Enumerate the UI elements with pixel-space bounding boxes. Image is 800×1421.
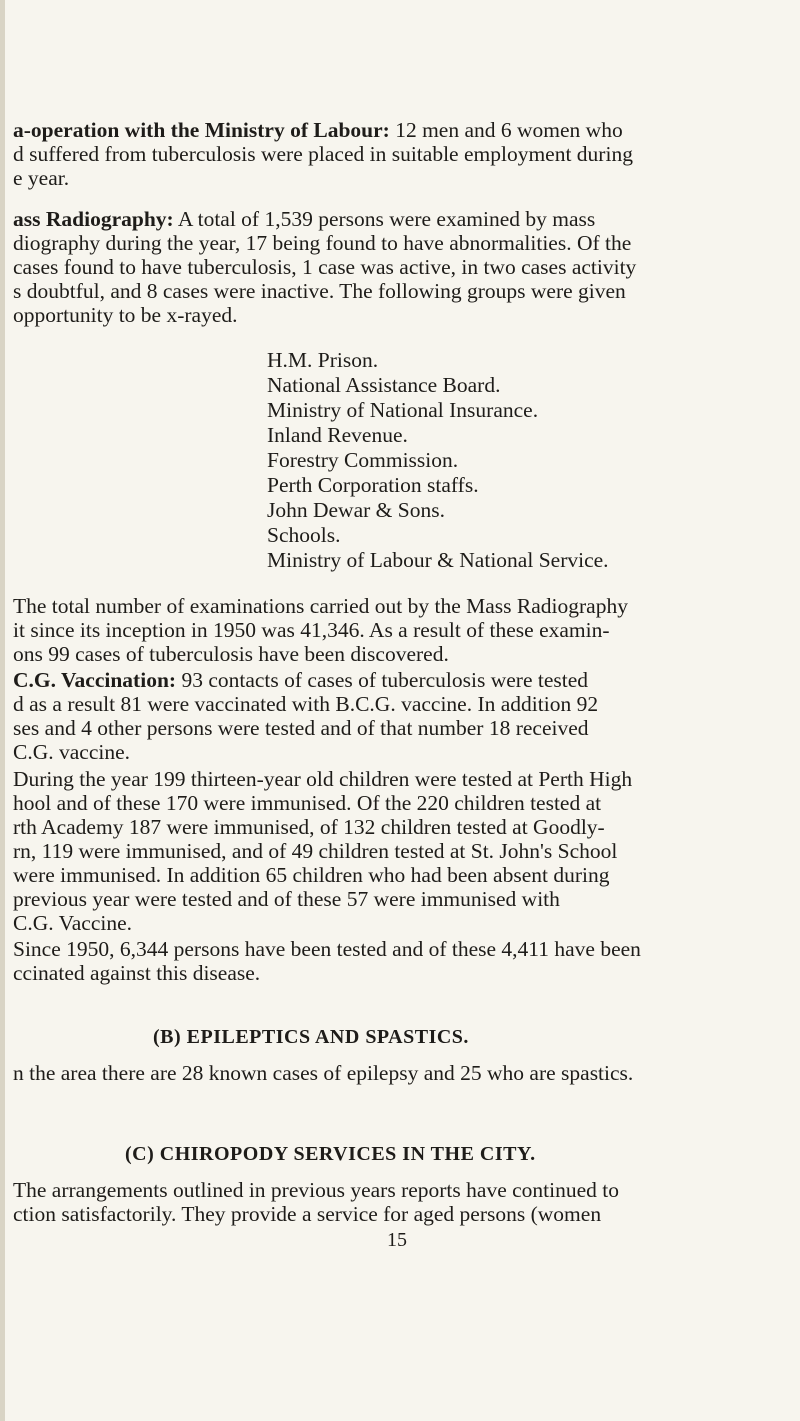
group-item: Ministry of Labour & National Service. — [267, 548, 609, 572]
bcg-line-3: ses and 4 other persons were tested and of that number 18 received — [13, 716, 589, 740]
group-item: Forestry Commission. — [267, 448, 459, 472]
total-line-2: it since its inception in 1950 was 41,346. As a result of these examin- — [13, 618, 610, 642]
section-heading-epileptics: (B) EPILEPTICS AND SPASTICS. — [153, 1026, 469, 1048]
during-line-3: rth Academy 187 were immunised, of 132 children tested at Goodly- — [13, 815, 605, 839]
chiropody-line-1: The arrangements outlined in previous years reports have continued to — [13, 1178, 619, 1202]
epilepsy-line-1: n the area there are 28 known cases of epilepsy and 25 who are spastics. — [13, 1061, 634, 1085]
since-line-1: Since 1950, 6,344 persons have been tested and of these 4,411 have been — [13, 937, 641, 961]
group-item: National Assistance Board. — [267, 373, 501, 397]
section-heading-chiropody: (C) CHIROPODY SERVICES IN THE CITY. — [125, 1143, 536, 1165]
during-line-1: During the year 199 thirteen-year old children were tested at Perth High — [13, 767, 633, 791]
radiography-line-5: opportunity to be x-rayed. — [13, 303, 238, 327]
group-item: John Dewar & Sons. — [267, 498, 445, 522]
radiography-line-2: diography during the year, 17 being found to have abnormalities. Of the — [13, 231, 632, 255]
during-line-2: hool and of these 170 were immunised. Of the 220 children tested at — [13, 791, 602, 815]
labour-line-2: d suffered from tuberculosis were placed in suitable employment during — [13, 142, 633, 166]
radiography-line-4: s doubtful, and 8 cases were inactive. The following groups were given — [13, 279, 626, 303]
group-item: H.M. Prison. — [267, 348, 379, 372]
total-line-1: The total number of examinations carried out by the Mass Radiography — [13, 594, 628, 618]
during-line-5: were immunised. In addition 65 children who had been absent during — [13, 863, 610, 887]
total-line-3: ons 99 cases of tuberculosis have been discovered. — [13, 642, 449, 666]
radiography-line-3: cases found to have tuberculosis, 1 case was active, in two cases activity — [13, 255, 637, 279]
during-line-7: C.G. Vaccine. — [13, 911, 133, 935]
labour-line-1: a-operation with the Ministry of Labour: 12 men and 6 women who — [13, 118, 623, 142]
page-number: 15 — [387, 1229, 407, 1251]
radiography-line-1: ass Radiography: A total of 1,539 persons were examined by mass — [13, 207, 596, 231]
bcg-line-2: d as a result 81 were vaccinated with B.C.G. vaccine. In addition 92 — [13, 692, 599, 716]
bcg-line-4: C.G. vaccine. — [13, 740, 131, 764]
during-line-4: rn, 119 were immunised, and of 49 children tested at St. John's School — [13, 839, 618, 863]
group-item: Ministry of National Insurance. — [267, 398, 539, 422]
labour-line-3: e year. — [13, 166, 70, 190]
during-line-6: previous year were tested and of these 57 were immunised with — [13, 887, 560, 911]
group-item: Schools. — [267, 523, 341, 547]
since-line-2: ccinated against this disease. — [13, 961, 261, 985]
chiropody-line-2: ction satisfactorily. They provide a service for aged persons (women — [13, 1202, 602, 1226]
group-item: Perth Corporation staffs. — [267, 473, 479, 497]
bcg-line-1: C.G. Vaccination: 93 contacts of cases of tuberculosis were tested — [13, 668, 589, 692]
group-item: Inland Revenue. — [267, 423, 408, 447]
